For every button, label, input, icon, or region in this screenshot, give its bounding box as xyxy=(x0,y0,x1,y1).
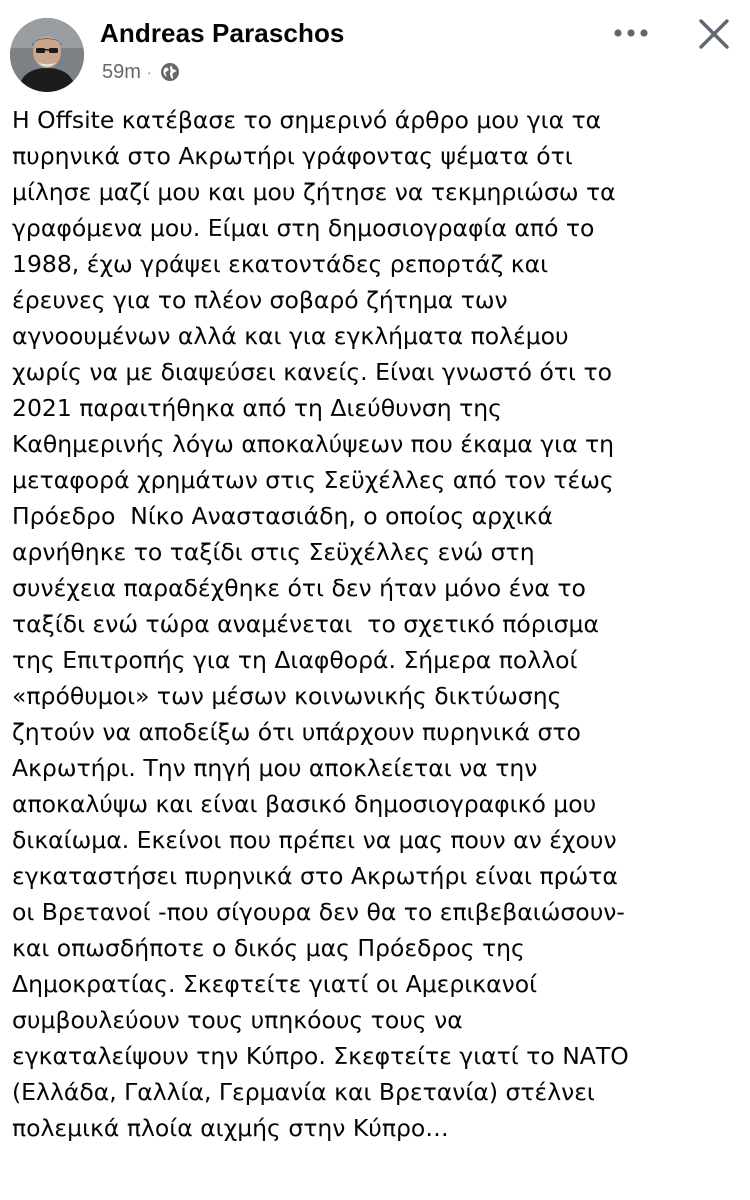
close-button[interactable] xyxy=(692,12,736,56)
author-avatar[interactable] xyxy=(10,18,84,92)
profile-photo xyxy=(10,18,84,92)
more-options-icon xyxy=(611,28,651,38)
post-body-text: Η Offsite κατέβασε το σημερινό άρθρο μου για τα πυρηνικά στο Ακρωτήρι γράφοντας ψέματα ότι μίλησε μαζί μου και μου ζήτησε να τεκμηριώσω τα γραφόμενα μου. Είμαι στη δημοσιογραφία από το 1988, έχω γράψει εκατοντάδες ρεπορτάζ και έρευνες για το πλέον σοβαρό ζήτημα των αγνοουμένων αλλά και για εγκλήματα πολέμου χωρίς να με διαψεύσει κανείς. Είναι γνωστό ότι το 2021 παραιτήθηκα από τη Διεύθυνση της Καθημερινής λόγω αποκαλύψεων που έκαμα για τη μεταφορά χρημάτων στις Σεϋχέλλες από τον τέως Πρόεδρο Νίκο Αναστασιάδη, ο οποίος αρχικά αρνήθηκε το ταξίδι στις Σεϋχέλλες ενώ στη συνέχεια παραδέχθηκε ότι δεν ήταν μόνο ένα το ταξίδι ενώ τώρα αναμένεται το σχετικό πόρισμα της Επιτροπής για τη Διαφθορά. Σήμερα πολλοί «πρόθυμοι» των μέσων κοινωνικής δικτύωσης ζητούν να αποδείξω ότι υπάρχουν πυρηνικά στο Ακρωτήρι. Την πηγή μου αποκλείεται να την αποκαλύψω και είναι βασικό δημοσιογραφικό μου δικαίωμα. Εκείνοι που πρέπει να μας πουν αν έχουν εγκαταστήσει πυρηνικά στο Ακρωτήρι είναι πρώτα οι Βρετανοί -που σίγουρα δεν θα το επιβεβαιώσουν- και οπωσδήποτε ο δικός μας Πρόεδρος της Δημοκρατίας. Σκεφτείτε γιατί οι Αμερικανοί συμβουλεύουν τους υπηκόους τους να εγκαταλείψουν την Κύπρο. Σκεφτείτε γιατί το ΝΑΤΟ (Ελλάδα, Γαλλία, Γερμανία και Βρετανία) στέλνει πολεμικά πλοία αιχμής στην Κύπρο… xyxy=(12,106,629,1142)
close-icon xyxy=(697,17,731,51)
post-header xyxy=(0,0,750,100)
more-options-button[interactable] xyxy=(606,16,656,50)
meta-separator: · xyxy=(146,64,152,80)
post-timestamp[interactable]: 59m xyxy=(102,60,141,83)
author-name[interactable]: Andreas Paraschos xyxy=(100,18,345,48)
post-meta xyxy=(102,60,180,84)
globe-icon[interactable] xyxy=(160,62,180,82)
